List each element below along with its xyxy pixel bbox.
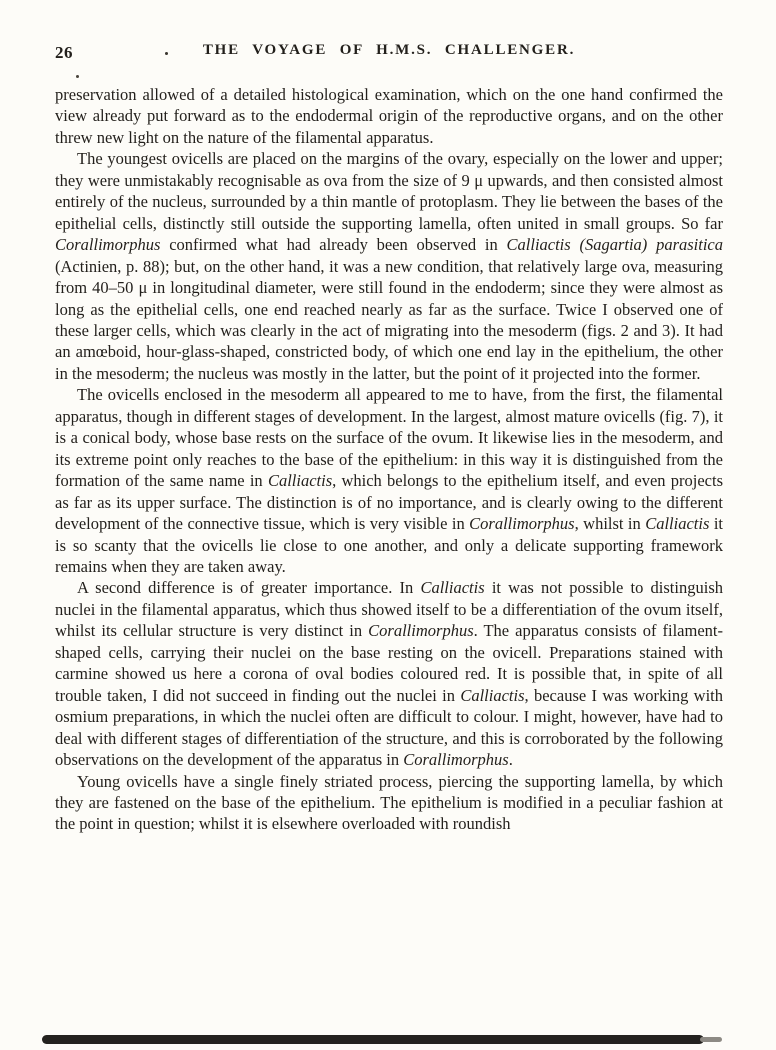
italic-term: Calliactis (Sagartia) parasitica <box>506 235 724 255</box>
page-number: 26 <box>55 43 73 62</box>
italic-term: Calliactis <box>460 685 525 705</box>
scan-artifact-bar <box>42 1035 704 1044</box>
paragraph: A second difference is of greater importance. In Calliactis it was not possible to distinguish nuclei in the filamental apparatus, which thus showed itself to be a differentiation of the ovum itself, whilst its cellular structure is very distinct in Corallimorphus. The apparatus consists of filament-shaped cells, carrying their nuclei on the base resting on the ovicell. Preparations stained with carmine showed us here a corona of oval bodies coloured red. It is possible that, in spite of all trouble taken, I did not succeed in finding out the nuclei in Calliactis, because I was working with osmium preparations, in which the nuclei often are difficult to colour. I might, however, have had to deal with different stages of differentiation of the structure, and this is corroborated by the following observations on the development of the apparatus in Corallimorphus. <box>55 578 723 770</box>
italic-term: Corallimorphus <box>55 235 161 255</box>
paragraph: The ovicells enclosed in the mesoderm all appeared to me to have, from the first, the filamental apparatus, though in different stages of development. In the largest, almost mature ovicells (fig. 7), it is a conical body, whose base rests on the surface of the ovum. It likewise lies in the mesoderm, and its extreme point only reaches to the base of the epithelium: in this way it is distinguished from the formation of the same name in Calliactis, which belongs to the epithelium itself, and even projects as far as its upper surface. The distinction is of no importance, and is clearly owing to the different development of the connective tissue, which is very visible in Corallimorphus, whilst in Calliactis it is so scanty that the ovicells lie close to one another, and only a delicate supporting framework remains when they are taken away. <box>55 385 724 576</box>
page-title: THE VOYAGE OF H.M.S. CHALLENGER. <box>202 42 576 58</box>
italic-term: Calliactis <box>420 578 485 598</box>
running-head <box>55 42 723 66</box>
italic-term: Corallimorphus <box>368 621 474 641</box>
italic-term: Corallimorphus <box>403 750 509 770</box>
paragraph: The youngest ovicells are placed on the margins of the ovary, especially on the lower and upper; they were unmistakably recognisable as ova from the size of 9 μ upwards, and then consisted almost entirely of the nucleus, surrounded by a thin mantle of protoplasm. They lie between the bases of the epithelial cells, distinctly still outside the supporting lamella, often united in small groups. So far Corallimorphus confirmed what had already been observed in Calliactis (Sagartia) parasitica (Actinien, p. 88); but, on the other hand, it was a new condition, that relatively large ova, measuring from 40–50 μ in longitudinal diameter, were still found in the endoderm; since they were almost as long as the epithelial cells, one end reached nearly as far as the surface. Twice I observed one of these larger cells, which was clearly in the act of migrating into the mesoderm (figs. 2 and 3). It had an amœboid, hour-glass-shaped, constricted body, of which one end lay in the epithelium, the other in the mesoderm; the nucleus was mostly in the latter, but the point of it projected into the former. <box>55 149 724 383</box>
italic-term: Corallimorphus <box>469 514 575 534</box>
body-text <box>55 84 723 835</box>
paragraph: preservation allowed of a detailed histological examination, which on the one hand confirmed the view already put forward as to the endodermal origin of the reproductive organs, and on the other threw new light on the nature of the filamental apparatus. <box>55 85 723 147</box>
italic-term: Calliactis <box>645 514 710 534</box>
paragraph: Young ovicells have a single finely striated process, piercing the supporting lamella, by which they are fastened on the base of the epithelium. The epithelium is modified in a peculiar fashion at the point in question; whilst it is elsewhere overloaded with roundish <box>55 771 723 834</box>
ink-dot <box>76 75 79 78</box>
scan-artifact-tail <box>700 1037 722 1042</box>
italic-term: Calliactis <box>267 471 333 491</box>
